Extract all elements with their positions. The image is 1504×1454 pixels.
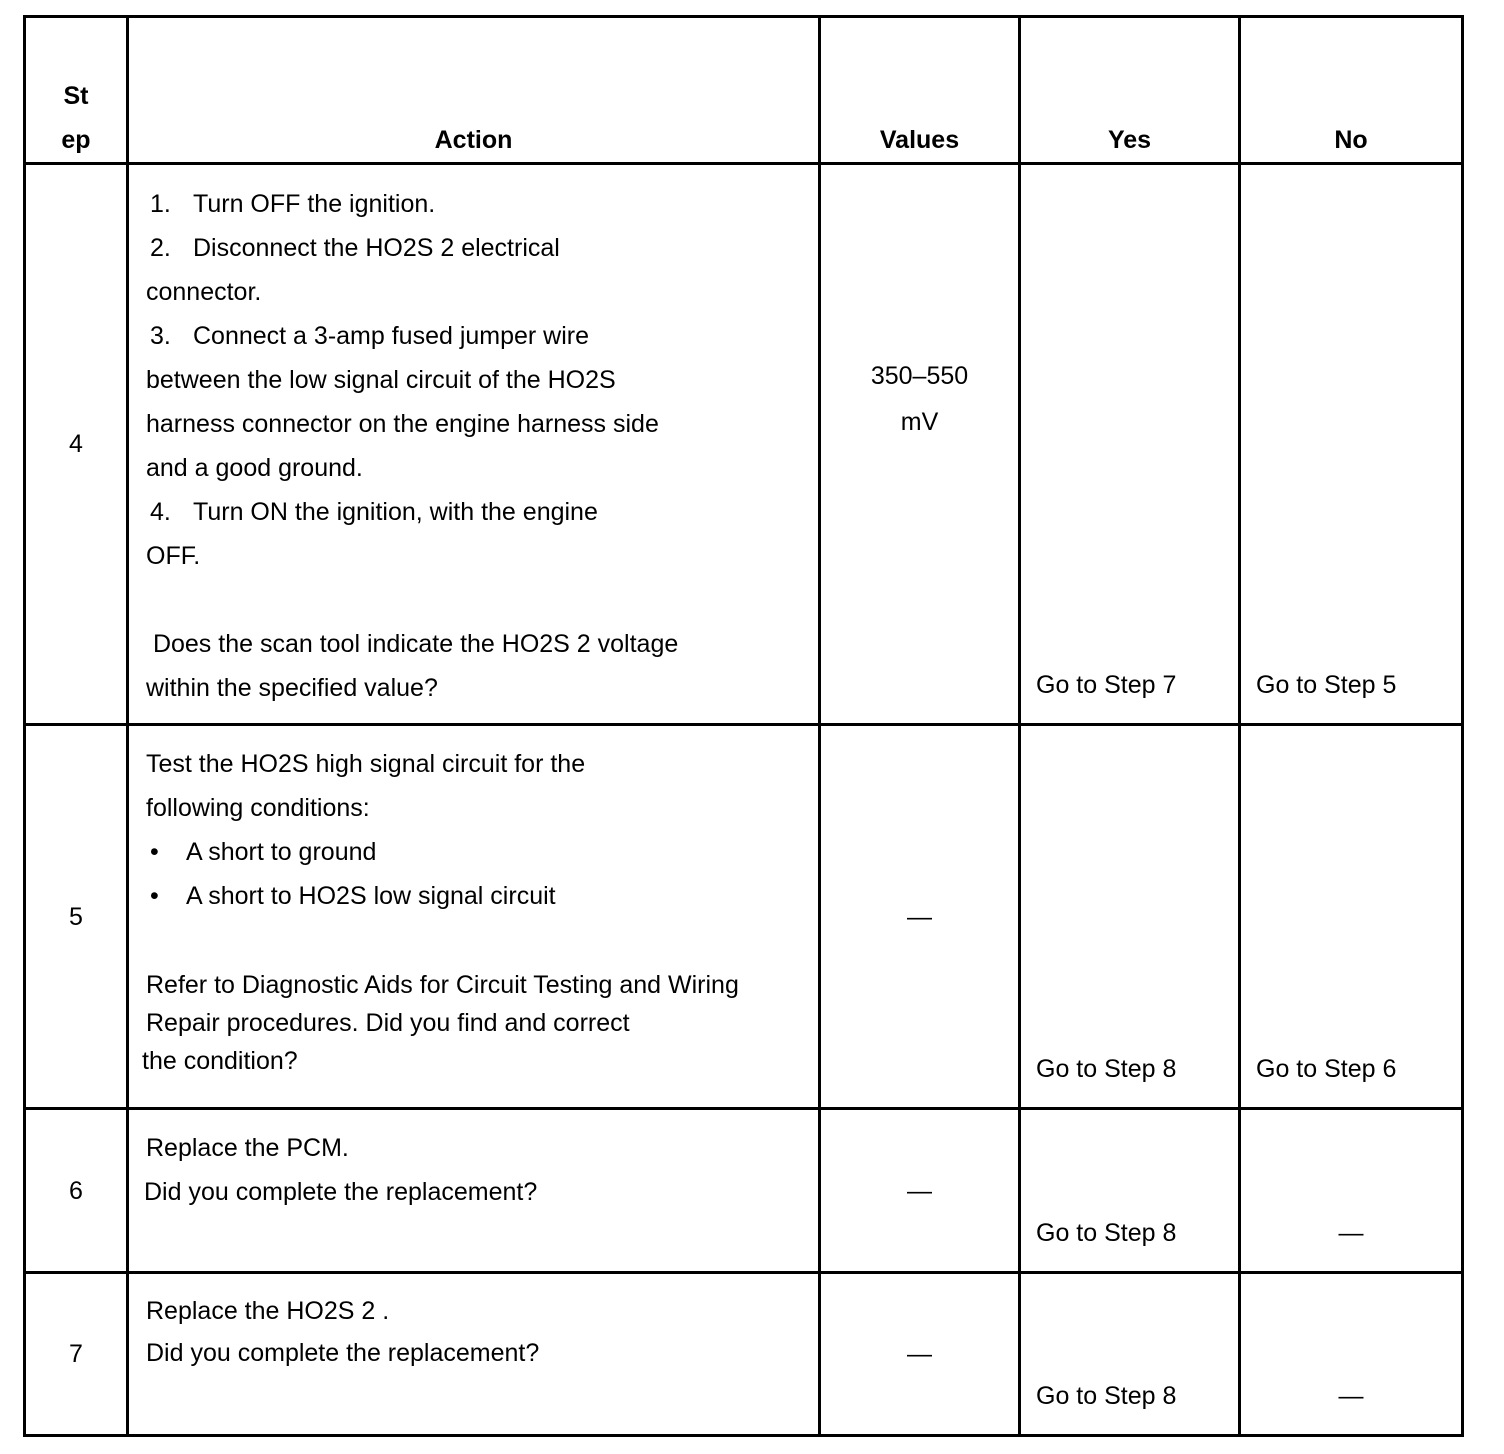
header-no: No: [1240, 17, 1463, 164]
spacer: [146, 578, 818, 622]
table-row: [25, 164, 1463, 725]
action-line: Repair procedures. Did you find and correct: [146, 1009, 630, 1037]
spacer: [146, 918, 818, 962]
header-step-line2: ep: [61, 126, 91, 154]
no-cell: —: [1240, 1109, 1463, 1273]
header-row: [25, 17, 1463, 164]
yes-cell: Go to Step 8: [1020, 1273, 1240, 1436]
step-number: 5: [25, 725, 128, 1109]
action-text: Turn ON the ignition, with the engine: [193, 498, 598, 526]
action-text: A short to ground: [186, 838, 377, 866]
table-row: [25, 1109, 1463, 1273]
diagnostic-table: [23, 15, 1464, 1437]
action-line: Does the scan tool indicate the HO2S 2 voltage: [146, 630, 679, 658]
yes-cell: Go to Step 7: [1020, 164, 1240, 725]
action-line: [146, 314, 818, 358]
action-line: between the low signal circuit of the HO2S: [146, 366, 616, 394]
action-line: Did you complete the replacement?: [146, 1339, 540, 1367]
header-action: Action: [128, 17, 820, 164]
action-line: within the specified value?: [146, 674, 438, 702]
action-line: Test the HO2S high signal circuit for the: [146, 750, 586, 778]
action-line: [146, 874, 818, 918]
action-text: Turn OFF the ignition.: [193, 190, 436, 218]
list-number: 2.: [150, 234, 171, 262]
yes-cell: Go to Step 8: [1020, 725, 1240, 1109]
values-cell: —: [820, 1273, 1020, 1436]
value-range: 350–550: [870, 362, 969, 390]
no-cell: Go to Step 5: [1240, 164, 1463, 725]
action-line: Did you complete the replacement?: [144, 1178, 538, 1206]
yes-cell: Go to Step 8: [1020, 1109, 1240, 1273]
bullet: •: [150, 882, 159, 910]
action-cell: [128, 164, 820, 725]
action-line: the condition?: [142, 1047, 298, 1075]
action-line: Refer to Diagnostic Aids for Circuit Testing and Wiring: [146, 971, 739, 999]
table-row: [25, 1273, 1463, 1436]
list-number: 4.: [150, 498, 171, 526]
no-cell: —: [1240, 1273, 1463, 1436]
action-line: Replace the HO2S 2 .: [146, 1297, 390, 1325]
action-line: OFF.: [146, 542, 201, 570]
values-cell: —: [820, 725, 1020, 1109]
header-values: Values: [820, 17, 1020, 164]
value-unit: mV: [900, 408, 939, 436]
action-line: [146, 226, 818, 270]
action-cell: [128, 725, 820, 1109]
action-text: A short to HO2S low signal circuit: [186, 882, 556, 910]
values-cell: [820, 164, 1020, 725]
header-yes: Yes: [1020, 17, 1240, 164]
header-step: [25, 17, 128, 164]
step-number: 6: [25, 1109, 128, 1273]
action-text: Connect a 3-amp fused jumper wire: [193, 322, 590, 350]
action-line: Replace the PCM.: [146, 1134, 349, 1162]
action-line: [146, 490, 818, 534]
action-line: [146, 182, 818, 226]
no-cell: Go to Step 6: [1240, 725, 1463, 1109]
list-number: 3.: [150, 322, 171, 350]
action-line: following conditions:: [146, 794, 370, 822]
step-number: 7: [25, 1273, 128, 1436]
bullet: •: [150, 838, 159, 866]
action-line: [146, 830, 818, 874]
list-number: 1.: [150, 190, 171, 218]
action-line: and a good ground.: [146, 454, 363, 482]
action-cell: [128, 1109, 820, 1273]
action-line: harness connector on the engine harness side: [146, 410, 659, 438]
action-text: Disconnect the HO2S 2 electrical: [193, 234, 560, 262]
action-cell: [128, 1273, 820, 1436]
header-step-line1: St: [63, 82, 89, 110]
values-cell: —: [820, 1109, 1020, 1273]
action-line: connector.: [146, 278, 262, 306]
step-number: 4: [25, 164, 128, 725]
table-row: [25, 725, 1463, 1109]
